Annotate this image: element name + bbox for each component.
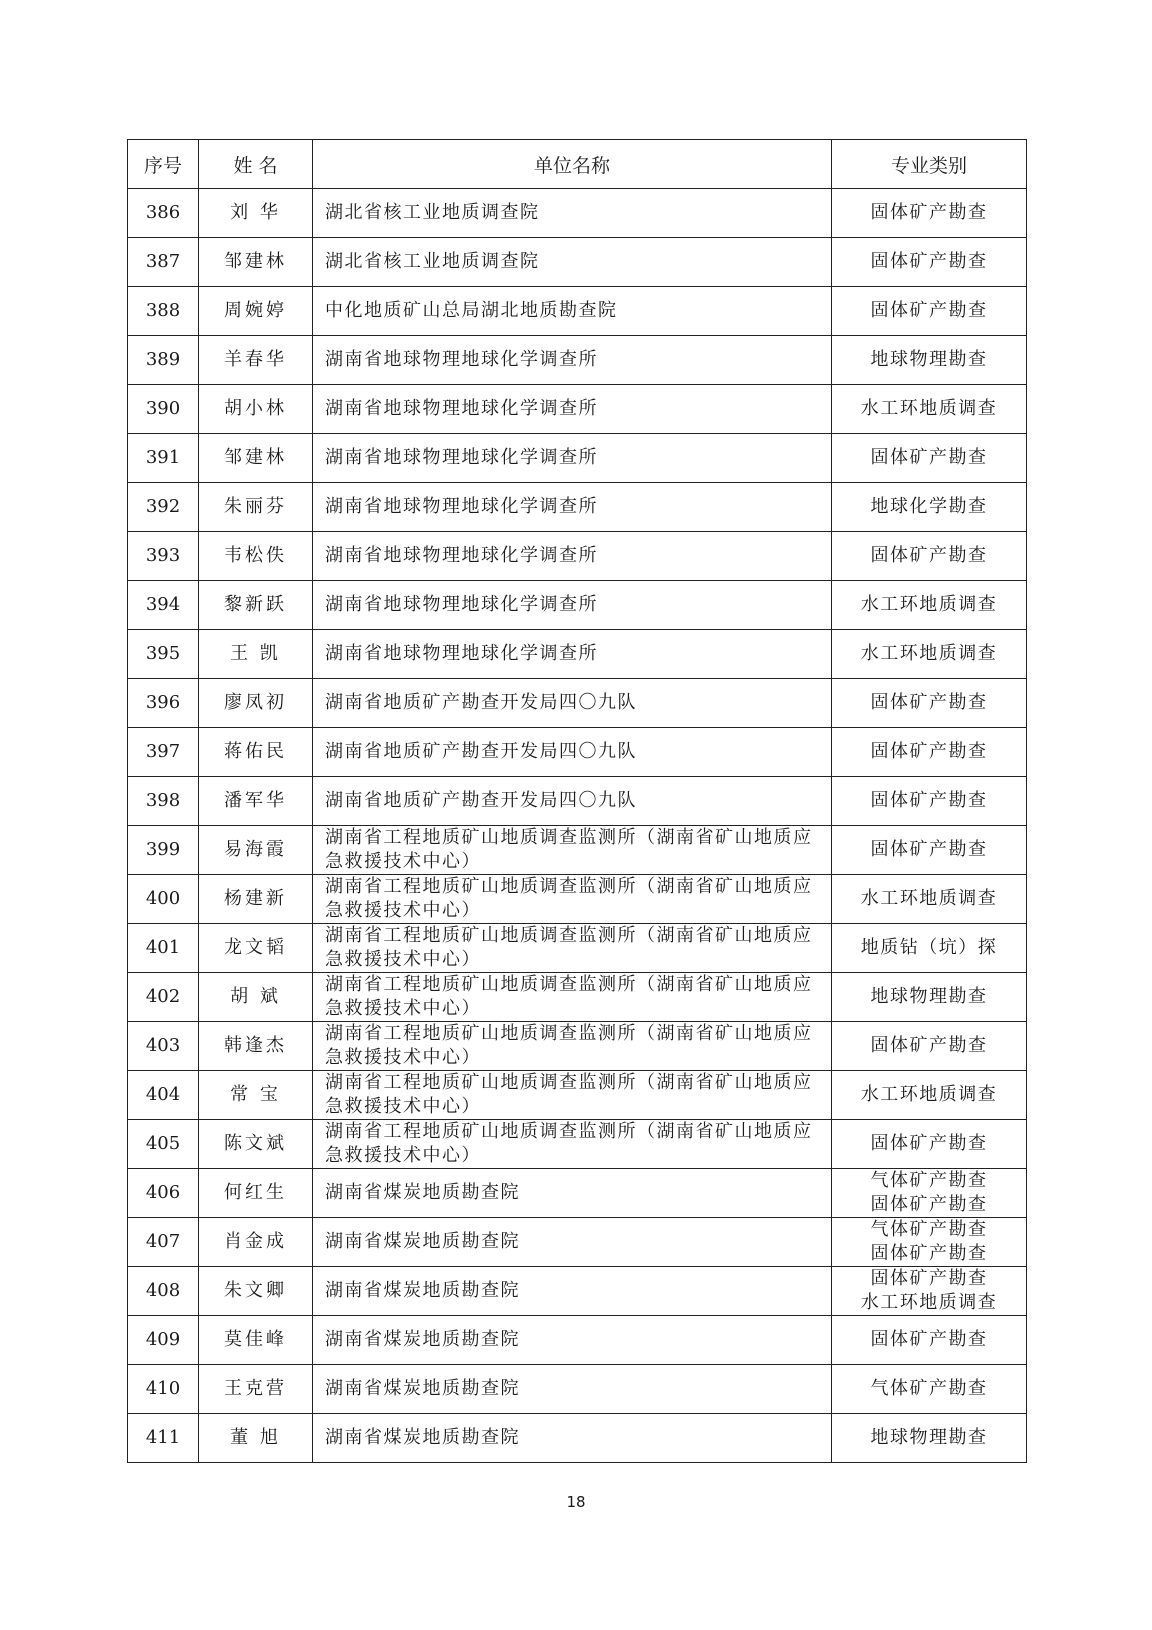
header-seq: 序号 xyxy=(128,140,199,189)
row-unit: 湖南省地质矿产勘查开发局四〇九队 xyxy=(313,777,832,826)
row-name: 黎新跃 xyxy=(199,581,313,630)
row-seq: 388 xyxy=(128,287,199,336)
row-category: 固体矿产勘查 xyxy=(832,434,1027,483)
row-name: 韩逢杰 xyxy=(199,1022,313,1071)
row-seq: 396 xyxy=(128,679,199,728)
row-name: 董 旭 xyxy=(199,1414,313,1463)
row-name: 刘 华 xyxy=(199,189,313,238)
row-category: 水工环地质调查 xyxy=(832,1071,1027,1120)
row-unit: 湖南省煤炭地质勘查院 xyxy=(313,1316,832,1365)
row-name: 廖凤初 xyxy=(199,679,313,728)
table-row xyxy=(128,826,1027,875)
row-seq: 394 xyxy=(128,581,199,630)
page-number: 18 xyxy=(566,1493,586,1511)
table-row xyxy=(128,238,1027,287)
row-category: 地球化学勘查 xyxy=(832,483,1027,532)
row-name: 王克营 xyxy=(199,1365,313,1414)
row-unit: 湖南省工程地质矿山地质调查监测所（湖南省矿山地质应急救援技术中心） xyxy=(313,1022,832,1071)
row-category: 地质钻（坑）探 xyxy=(832,924,1027,973)
table-row xyxy=(128,1218,1027,1267)
table-row xyxy=(128,336,1027,385)
row-unit: 湖南省地球物理地球化学调查所 xyxy=(313,532,832,581)
header-name: 姓 名 xyxy=(199,140,313,189)
row-unit: 湖南省地球物理地球化学调查所 xyxy=(313,630,832,679)
row-category: 气体矿产勘查 固体矿产勘查 xyxy=(832,1218,1027,1267)
row-seq: 392 xyxy=(128,483,199,532)
row-name: 肖金成 xyxy=(199,1218,313,1267)
row-seq: 410 xyxy=(128,1365,199,1414)
row-unit: 湖南省地球物理地球化学调查所 xyxy=(313,385,832,434)
row-seq: 397 xyxy=(128,728,199,777)
row-seq: 389 xyxy=(128,336,199,385)
row-name: 邹建林 xyxy=(199,434,313,483)
row-unit: 湖南省工程地质矿山地质调查监测所（湖南省矿山地质应急救援技术中心） xyxy=(313,1120,832,1169)
table-row xyxy=(128,287,1027,336)
row-category: 水工环地质调查 xyxy=(832,581,1027,630)
row-seq: 391 xyxy=(128,434,199,483)
row-category: 水工环地质调查 xyxy=(832,875,1027,924)
row-name: 周婉婷 xyxy=(199,287,313,336)
header-unit: 单位名称 xyxy=(313,140,832,189)
table-row xyxy=(128,1169,1027,1218)
personnel-table xyxy=(127,139,1027,1463)
row-category: 固体矿产勘查 xyxy=(832,287,1027,336)
table-row xyxy=(128,434,1027,483)
row-seq: 399 xyxy=(128,826,199,875)
row-category: 水工环地质调查 xyxy=(832,630,1027,679)
row-seq: 390 xyxy=(128,385,199,434)
table-row xyxy=(128,189,1027,238)
row-unit: 中化地质矿山总局湖北地质勘查院 xyxy=(313,287,832,336)
table-row xyxy=(128,385,1027,434)
row-seq: 401 xyxy=(128,924,199,973)
row-seq: 387 xyxy=(128,238,199,287)
table-row xyxy=(128,1365,1027,1414)
row-seq: 393 xyxy=(128,532,199,581)
row-seq: 406 xyxy=(128,1169,199,1218)
row-unit: 湖南省工程地质矿山地质调查监测所（湖南省矿山地质应急救援技术中心） xyxy=(313,826,832,875)
row-unit: 湖南省煤炭地质勘查院 xyxy=(313,1365,832,1414)
header-category: 专业类别 xyxy=(832,140,1027,189)
row-seq: 403 xyxy=(128,1022,199,1071)
row-seq: 386 xyxy=(128,189,199,238)
row-category: 固体矿产勘查 xyxy=(832,532,1027,581)
row-category: 固体矿产勘查 xyxy=(832,728,1027,777)
table-row xyxy=(128,728,1027,777)
row-category: 固体矿产勘查 水工环地质调查 xyxy=(832,1267,1027,1316)
row-name: 羊春华 xyxy=(199,336,313,385)
row-seq: 400 xyxy=(128,875,199,924)
row-seq: 402 xyxy=(128,973,199,1022)
row-category: 地球物理勘查 xyxy=(832,336,1027,385)
row-seq: 404 xyxy=(128,1071,199,1120)
row-category: 固体矿产勘查 xyxy=(832,777,1027,826)
row-category: 气体矿产勘查 固体矿产勘查 xyxy=(832,1169,1027,1218)
row-category: 固体矿产勘查 xyxy=(832,679,1027,728)
row-seq: 395 xyxy=(128,630,199,679)
row-seq: 411 xyxy=(128,1414,199,1463)
table-row xyxy=(128,532,1027,581)
row-name: 龙文韬 xyxy=(199,924,313,973)
row-unit: 湖南省工程地质矿山地质调查监测所（湖南省矿山地质应急救援技术中心） xyxy=(313,924,832,973)
table-row xyxy=(128,1071,1027,1120)
row-category: 固体矿产勘查 xyxy=(832,238,1027,287)
row-name: 王 凯 xyxy=(199,630,313,679)
row-category: 地球物理勘查 xyxy=(832,973,1027,1022)
row-unit: 湖南省工程地质矿山地质调查监测所（湖南省矿山地质应急救援技术中心） xyxy=(313,875,832,924)
row-name: 杨建新 xyxy=(199,875,313,924)
row-seq: 405 xyxy=(128,1120,199,1169)
row-name: 潘军华 xyxy=(199,777,313,826)
row-unit: 湖南省煤炭地质勘查院 xyxy=(313,1169,832,1218)
table-row xyxy=(128,777,1027,826)
table-row xyxy=(128,1022,1027,1071)
table-row xyxy=(128,1120,1027,1169)
table-row xyxy=(128,581,1027,630)
row-unit: 湖南省煤炭地质勘查院 xyxy=(313,1267,832,1316)
row-name: 易海霞 xyxy=(199,826,313,875)
table-row xyxy=(128,1414,1027,1463)
row-name: 胡 斌 xyxy=(199,973,313,1022)
row-category: 固体矿产勘查 xyxy=(832,1022,1027,1071)
row-seq: 407 xyxy=(128,1218,199,1267)
table-row xyxy=(128,973,1027,1022)
row-category: 固体矿产勘查 xyxy=(832,1316,1027,1365)
row-unit: 湖南省工程地质矿山地质调查监测所（湖南省矿山地质应急救援技术中心） xyxy=(313,973,832,1022)
row-category: 固体矿产勘查 xyxy=(832,826,1027,875)
row-seq: 408 xyxy=(128,1267,199,1316)
row-name: 何红生 xyxy=(199,1169,313,1218)
table-row xyxy=(128,483,1027,532)
row-unit: 湖南省工程地质矿山地质调查监测所（湖南省矿山地质应急救援技术中心） xyxy=(313,1071,832,1120)
row-unit: 湖南省地球物理地球化学调查所 xyxy=(313,581,832,630)
row-category: 地球物理勘查 xyxy=(832,1414,1027,1463)
row-name: 陈文斌 xyxy=(199,1120,313,1169)
row-category: 固体矿产勘查 xyxy=(832,1120,1027,1169)
row-unit: 湖南省煤炭地质勘查院 xyxy=(313,1414,832,1463)
row-name: 韦松佚 xyxy=(199,532,313,581)
row-category: 气体矿产勘查 xyxy=(832,1365,1027,1414)
row-unit: 湖南省煤炭地质勘查院 xyxy=(313,1218,832,1267)
row-unit: 湖北省核工业地质调查院 xyxy=(313,189,832,238)
row-unit: 湖南省地球物理地球化学调查所 xyxy=(313,434,832,483)
row-unit: 湖南省地球物理地球化学调查所 xyxy=(313,336,832,385)
row-seq: 409 xyxy=(128,1316,199,1365)
row-category: 水工环地质调查 xyxy=(832,385,1027,434)
row-name: 莫佳峰 xyxy=(199,1316,313,1365)
row-name: 常 宝 xyxy=(199,1071,313,1120)
row-name: 蒋佑民 xyxy=(199,728,313,777)
row-seq: 398 xyxy=(128,777,199,826)
table-header-row xyxy=(128,140,1027,189)
row-unit: 湖北省核工业地质调查院 xyxy=(313,238,832,287)
table-row xyxy=(128,875,1027,924)
table-row xyxy=(128,679,1027,728)
row-name: 朱丽芬 xyxy=(199,483,313,532)
row-category: 固体矿产勘查 xyxy=(832,189,1027,238)
row-unit: 湖南省地质矿产勘查开发局四〇九队 xyxy=(313,728,832,777)
table-row xyxy=(128,924,1027,973)
table-row xyxy=(128,1267,1027,1316)
table-row xyxy=(128,1316,1027,1365)
table-row xyxy=(128,630,1027,679)
row-name: 胡小林 xyxy=(199,385,313,434)
row-unit: 湖南省地质矿产勘查开发局四〇九队 xyxy=(313,679,832,728)
row-name: 朱文卿 xyxy=(199,1267,313,1316)
row-name: 邹建林 xyxy=(199,238,313,287)
row-unit: 湖南省地球物理地球化学调查所 xyxy=(313,483,832,532)
